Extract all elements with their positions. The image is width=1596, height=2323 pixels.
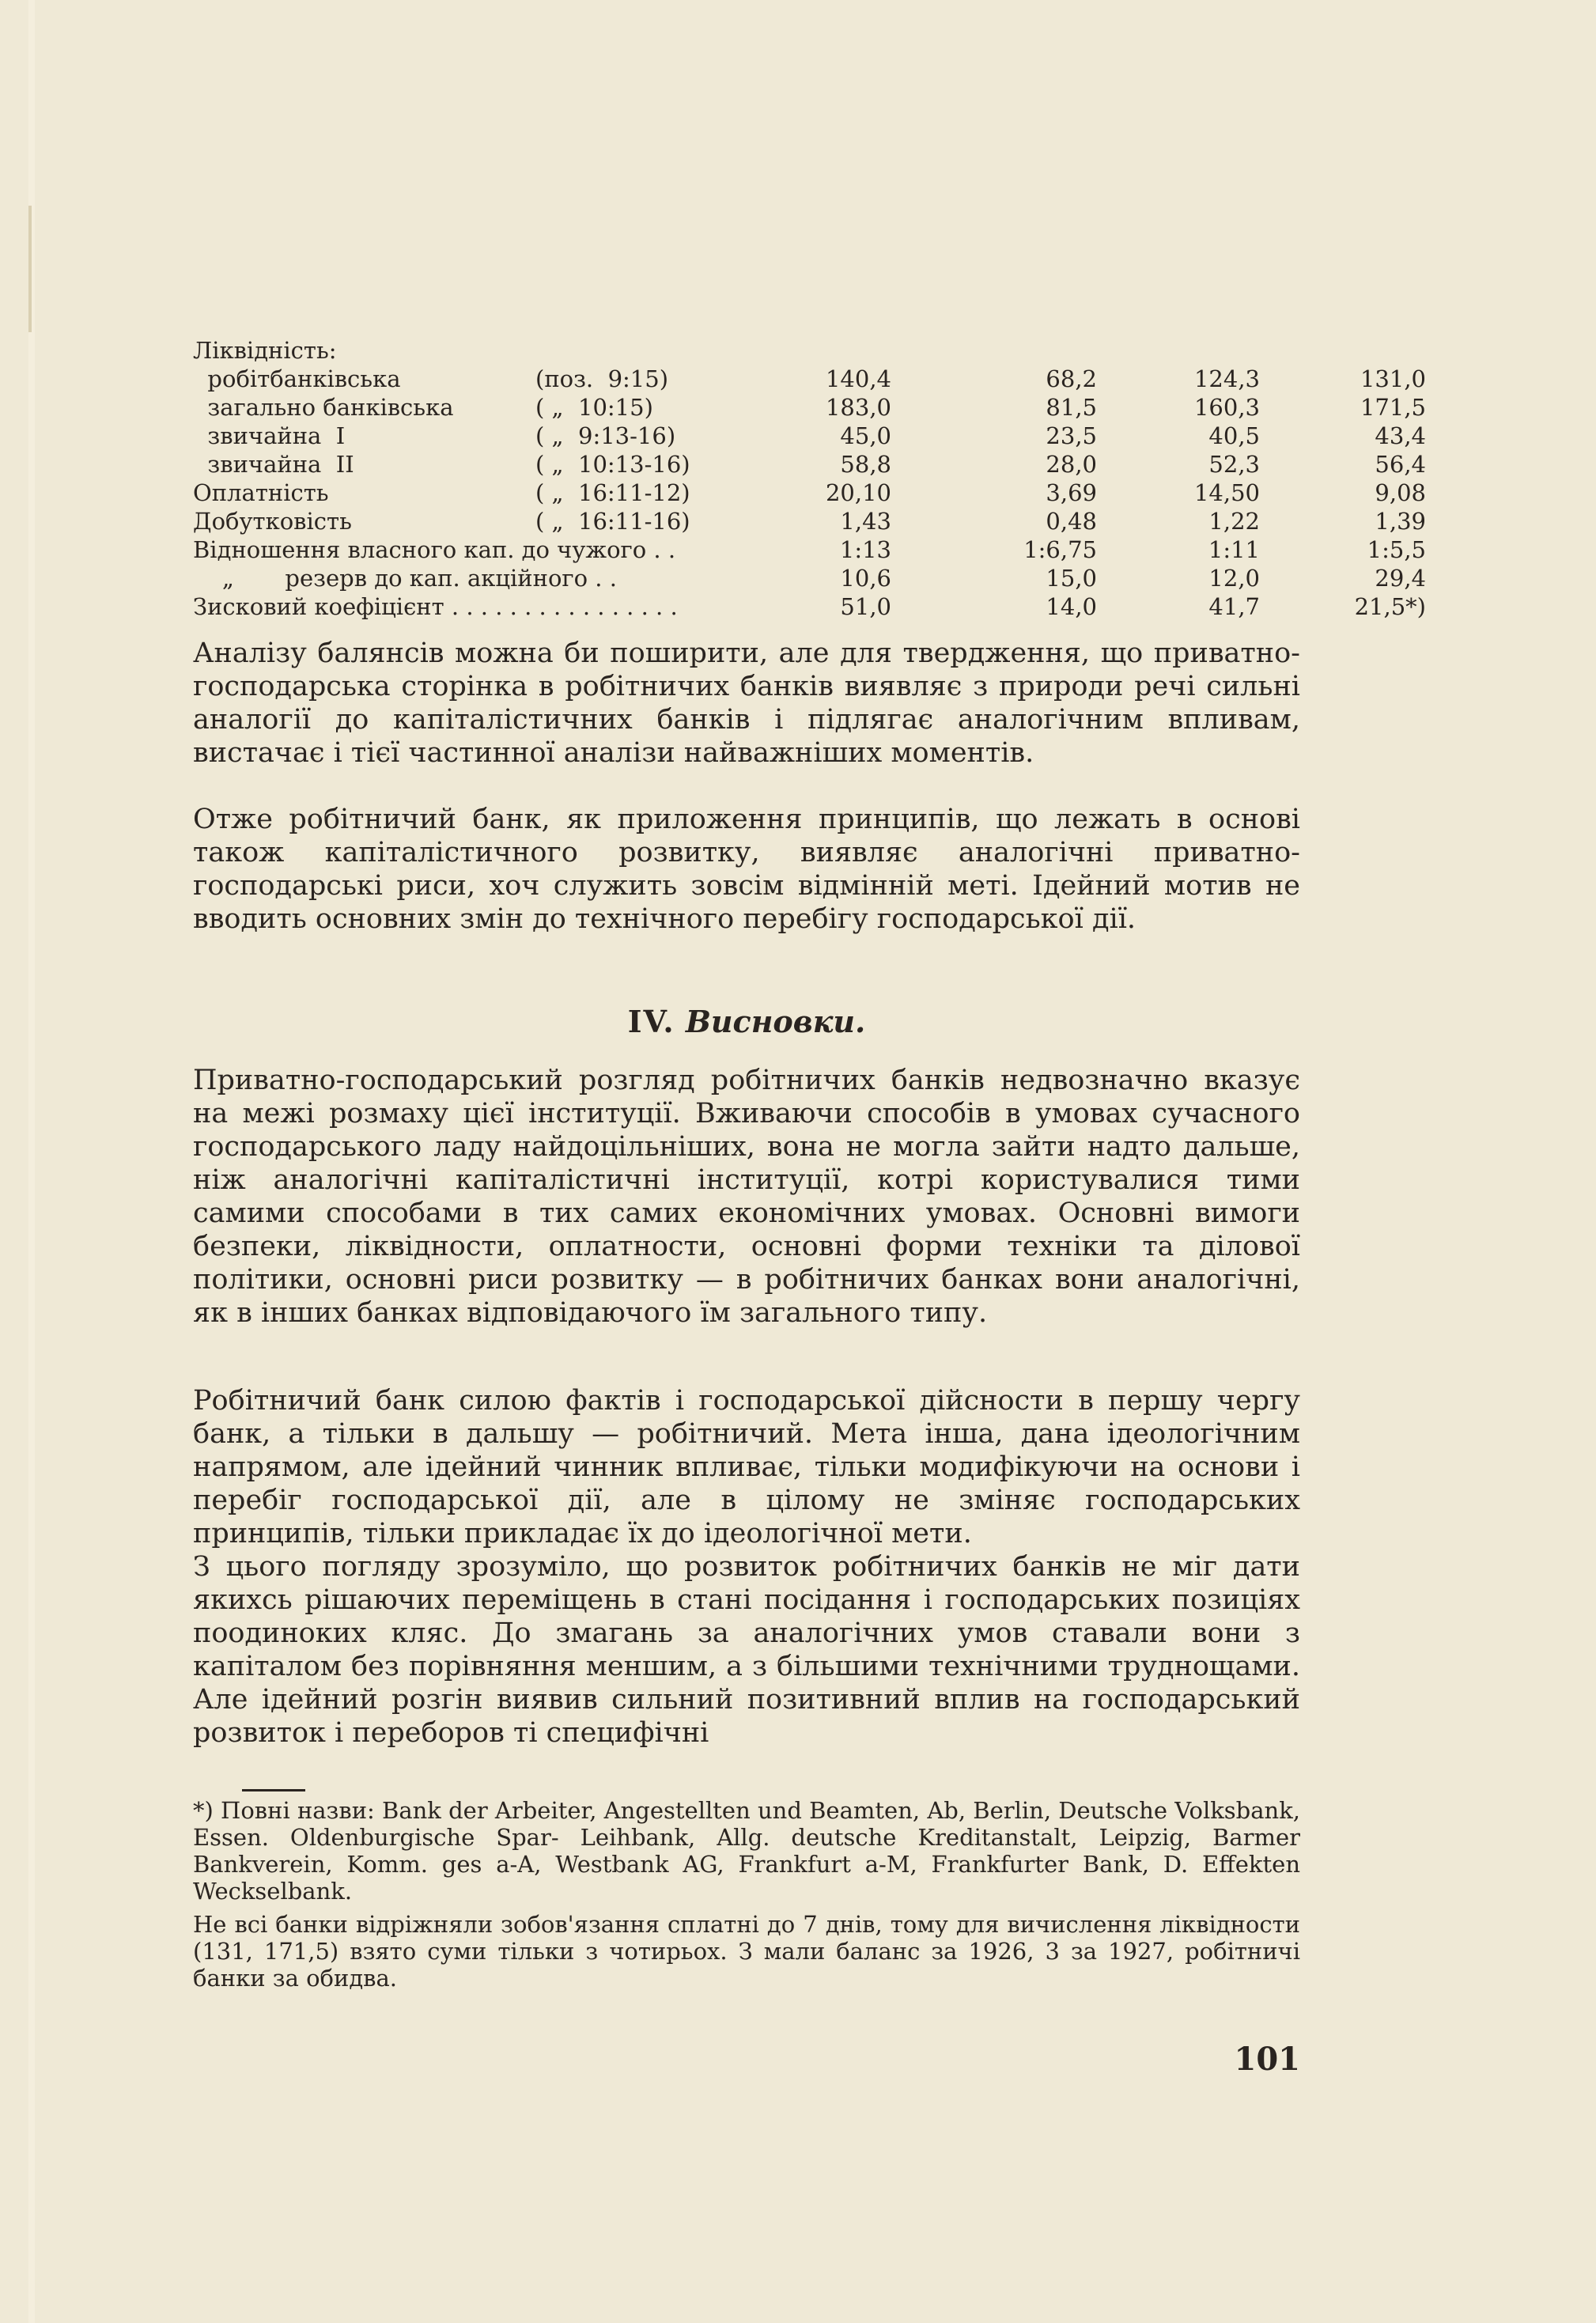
table-row (193, 507, 1426, 535)
table-cell-v1: 51,0 (840, 593, 891, 620)
paragraph-conclusions-3: З цього погляду зрозуміло, що розвиток робітничих банків не міг дати якихсь рішаючих переміщень в стані посідання і господарських позиціях поодиноких кляс. До змагань за аналогічних умов ставали вони з капіталом без порівняння меншим, а з більшими технічними труднощами. Але ідейний розгін виявив сильний позитивний вплив на господарський розвиток і переборов ті специфічні (193, 1551, 1300, 1749)
table-row (193, 535, 1426, 564)
table-cell-v4: 131,0 (1360, 365, 1426, 392)
table-cell-v4: 9,08 (1375, 479, 1426, 506)
table-cell-v3: 14,50 (1193, 479, 1260, 506)
table-cell-v4: 29,4 (1375, 565, 1426, 592)
paragraph-conclusions-1: Приватно-господарський розгляд робітничих банків недвозначно вказує на межі розмаху цієї інституції. Вживаючи способів в умовах сучасного господарського ладу найдоцільніших, вона не могла зайти надто дальше, ніж аналогічні капіталістичні інституції, котрі користувалися тими самими способами в тих самих економічних умовах. Основні вимоги безпеки, ліквідности, оплатности, основні форми техніки та ділової політики, основні риси розвитку — в робітничих банках вони аналогічні, як в інших банках відповідаючого їм загального типу. (193, 1065, 1300, 1329)
table-cell-v3: 124,3 (1193, 365, 1260, 392)
table-cell-ref: ( „ 16:11-16) (535, 508, 690, 535)
table-cell-v2: 14,0 (1046, 593, 1097, 620)
table-cell-v4: 1,39 (1375, 508, 1426, 535)
section-heading (193, 1003, 1300, 1041)
table-cell-v3: 40,5 (1208, 422, 1260, 449)
table-cell-v2: 0,48 (1046, 508, 1097, 535)
table-cell-v1: 183,0 (825, 394, 891, 421)
table-cell-v2: 1:6,75 (1023, 536, 1097, 563)
paragraph-conclusions-2: Робітничий банк силою фактів і господарської дійсности в першу чергу банк, а тільки в дальшу — робітничий. Мета інша, дана ідеологічним напрямом, але ідейний чинник впливає, тільки модифікуючи на основи і перебіг господарської дії, але в цілому не зміняє господарських принципів, тільки прикладає їх до ідеологічної мети. (193, 1385, 1300, 1549)
table-row (193, 422, 1426, 450)
table-cell-label: робітбанківська (193, 365, 401, 392)
table-cell-ref: ( „ 10:13-16) (535, 451, 690, 478)
table-cell-ref: (поз. 9:15) (535, 365, 669, 392)
table-cell-v3: 52,3 (1208, 451, 1260, 478)
table-cell-v1: 20,10 (825, 479, 891, 506)
table-cell-v3: 41,7 (1208, 593, 1260, 620)
paragraph-workers-bank-principles: Отже робітничий банк, як приложення принципів, що лежать в основі також капіталістичного розвитку, виявляє аналогічні приватно-господарські риси, хоч служить зовсім відмінній меті. Ідейний мотив не вводить основних змін до технічного перебігу господарської дії. (193, 804, 1300, 935)
table-cell-label: Оплатність (193, 479, 329, 506)
table-cell-v1: 1:13 (839, 536, 891, 563)
section-title: Висновки. (685, 1004, 866, 1039)
table-cell-v1: 58,8 (840, 451, 891, 478)
footnote-liquidity: Не всі банки відріжняли зобов'язання сплатні до 7 днів, тому для вичислення ліквідности (131, 171,5) взято суми тільки з чотирьох. З мали баланс за 1926, 3 за 1927, робітничі банки за обидва. (193, 1911, 1300, 1992)
table-cell-ref: ( „ 10:15) (535, 394, 653, 421)
paragraph-balance-analysis: Аналізу балянсів можна би поширити, але для твердження, що приватно-господарська сторінка в робітничих банків виявляє з природи речі сильні аналогії до капіталістичних банків і підлягає аналогічним впливам, вистачає і тієї частинної аналізи найважніших моментів. (193, 638, 1300, 769)
table-row (193, 336, 1316, 365)
table-row (193, 592, 1426, 621)
table-cell-v4: 56,4 (1375, 451, 1426, 478)
table-cell-v2: 68,2 (1046, 365, 1097, 392)
table-cell-label: Відношення власного кап. до чужого . . (193, 536, 676, 563)
table-cell-v3: 12,0 (1208, 565, 1260, 592)
table-cell-label: Ліквідність: (193, 337, 337, 364)
binding-mark (28, 206, 32, 332)
table-cell-v1: 10,6 (840, 565, 891, 592)
table-cell-v2: 15,0 (1046, 565, 1097, 592)
page-edge (28, 0, 35, 2323)
table-cell-v3: 1:11 (1208, 536, 1260, 563)
table-cell-label: загально банківська (193, 394, 454, 421)
table-cell-v1: 45,0 (840, 422, 891, 449)
table-cell-ref: ( „ 16:11-12) (535, 479, 690, 506)
footnote-bank-names: *) Повні назви: Bank der Arbeiter, Angestellten und Beamten, Ab, Berlin, Deutsche Volksbank, Essen. Oldenburgische Spar- Leihbank, Allg. deutsche Kreditanstalt, Leipzig, Barmer Bankverein, Komm. ges a-A, Westbank AG, Frankfurt a-M, Frankfurter Bank, D. Effekten Weckselbank. (193, 1797, 1300, 1905)
table-cell-label: звичайна I (193, 422, 346, 449)
table-cell-v2: 28,0 (1046, 451, 1097, 478)
table-row (193, 564, 1426, 592)
table-row (193, 450, 1426, 479)
table-row (193, 393, 1426, 422)
table-cell-ref: ( „ 9:13-16) (535, 422, 676, 449)
table-cell-v2: 81,5 (1046, 394, 1097, 421)
table-row (193, 479, 1426, 507)
section-number: IV. (627, 1004, 675, 1039)
table-cell-v4: 171,5 (1360, 394, 1426, 421)
table-cell-label: звичайна II (193, 451, 354, 478)
page-number: 101 (1234, 2041, 1300, 2078)
footnote-rule (242, 1789, 305, 1791)
table-cell-v4: 1:5,5 (1367, 536, 1426, 563)
table-cell-label: Зисковий коефіцієнт . . . . . . . . . . . . . . . . (193, 593, 678, 620)
table-cell-v1: 1,43 (840, 508, 891, 535)
table-cell-v2: 3,69 (1046, 479, 1097, 506)
table-cell-v3: 1,22 (1208, 508, 1260, 535)
table-cell-v2: 23,5 (1046, 422, 1097, 449)
table-cell-label: Добутковість (193, 508, 352, 535)
table-cell-v4: 43,4 (1375, 422, 1426, 449)
table-row (193, 365, 1426, 393)
table-cell-v4: 21,5*) (1354, 593, 1426, 620)
table-cell-label: „ резерв до кап. акційного . . (193, 565, 617, 592)
statistics-table (193, 336, 1426, 621)
table-cell-v1: 140,4 (825, 365, 891, 392)
table-cell-v3: 160,3 (1193, 394, 1260, 421)
